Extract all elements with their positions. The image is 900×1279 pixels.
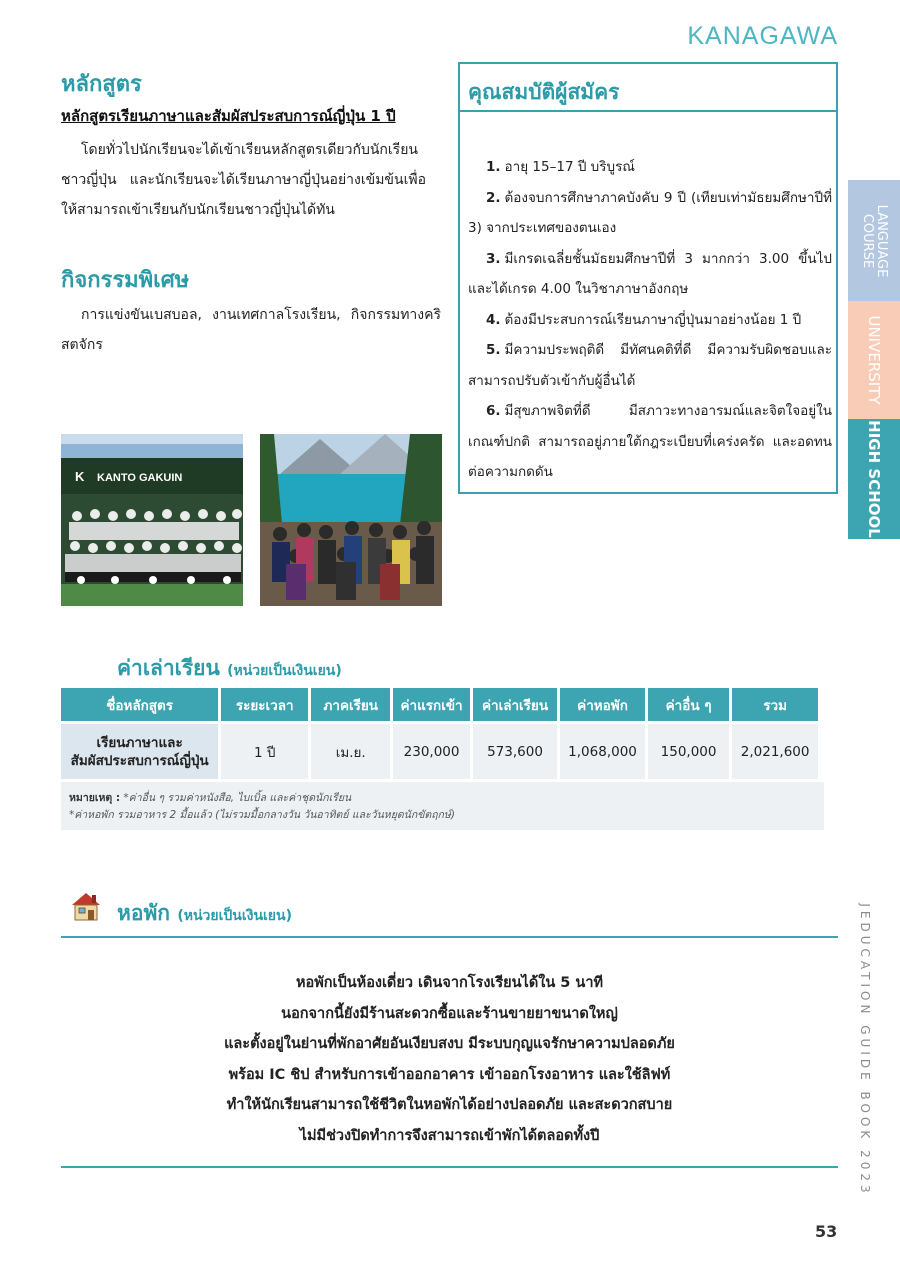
term-cell: เม.ย. <box>311 721 390 779</box>
entrance-fee-cell: 230,000 <box>393 721 470 779</box>
soccer-logo: K <box>75 469 85 484</box>
list-item: 1. อายุ 15–17 ปี บริบูรณ์ <box>486 159 635 175</box>
list-item: 2. ต้องจบการศึกษาภาคบังคับ 9 ปี (เทียบเท่ามัธยมศึกษาปีที่ 3) จากประเทศของตนเอง <box>468 189 832 236</box>
column-header: ค่าแรกเข้า <box>393 688 470 721</box>
tuition-heading: ค่าเล่าเรียน (หน่วยเป็นเงินเยน) <box>117 656 342 680</box>
column-header: ค่าเล่าเรียน <box>473 688 557 721</box>
page-number: 53 <box>815 1222 838 1241</box>
tab-university[interactable] <box>848 301 900 419</box>
table-header-row <box>61 688 818 721</box>
activities-heading: กิจกรรมพิเศษ <box>61 268 190 293</box>
curriculum-heading: หลักสูตร <box>61 72 142 97</box>
soccer-team-photo <box>61 434 243 606</box>
qualifications-list <box>468 152 832 488</box>
divider <box>61 936 838 938</box>
tuition-notes: หมายเหตุ : *ค่าอื่น ๆ รวมค่าหนังสือ, ไบเบิ้ล และค่าชุดนักเรียน *ค่าหอพัก รวมอาหาร 2 มื้อแล้ว (ไม่รวมมื้อกลางวัน วันอาทิตย์ และวันหยุดนักขัตฤกษ์) <box>61 782 824 830</box>
list-item: 5. มีความประพฤติดี มีทัศนคติที่ดี มีความรับผิดชอบและสามารถปรับตัวเข้ากับผู้อื่นได้ <box>468 342 832 389</box>
column-header: ชื่อหลักสูตร <box>61 688 218 721</box>
other-fee-cell: 150,000 <box>648 721 729 779</box>
dorm-fee-cell: 1,068,000 <box>560 721 645 779</box>
list-item: 3. มีเกรดเฉลี่ยชั้นมัธยมศึกษาปีที่ 3 มากกว่า 3.00 ขึ้นไป และได้เกรด 4.00 ในวิชาภาษาอังกฤษ <box>468 250 832 297</box>
column-header: รวม <box>732 688 818 721</box>
tab-high-school-label: HIGH SCHOOL <box>865 420 883 538</box>
column-header: ภาคเรียน <box>311 688 390 721</box>
tab-language-course[interactable] <box>848 180 900 301</box>
list-item: 6. มีสุขภาพจิตที่ดี มีสภาวะทางอารมณ์และจิตใจอยู่ในเกณฑ์ปกติ สามารถอยู่ภายใต้กฎระเบียบที่เคร่งครัด และอดทนต่อความกดดัน <box>468 403 832 480</box>
dorm-description: หอพักเป็นห้องเดี่ยว เดินจากโรงเรียนได้ใน 5 นาที นอกจากนี้ยังมีร้านสะดวกซื้อและร้านขายยาขนาดใหญ่ และตั้งอยู่ในย่านที่พักอาศัยอันเงียบสงบ มีระบบกุญแจรักษาความปลอดภัย พร้อม IC ชิป สำหรับการเข้าออกอาคาร เข้าออกโรงอาหาร และใช้ลิฟท์ ทำให้นักเรียนสามารถใช้ชีวิตในหอพักได้อย่างปลอดภัย และสะดวกสบาย ไม่มีช่วงปิดทำการจึงสามารถเข้าพักได้ตลอดทั้งปี <box>224 975 675 1144</box>
tuition-fee-cell: 573,600 <box>473 721 557 779</box>
dorm-heading: หอพัก (หน่วยเป็นเงินเยน) <box>117 901 292 925</box>
guidebook-vertical-title: JEDUCATION GUIDE BOOK 2023 <box>858 903 872 1197</box>
divider <box>61 1166 838 1168</box>
soccer-banner: KANTO GAKUIN <box>97 472 183 484</box>
duration-cell: 1 ปี <box>221 721 308 779</box>
column-header: ระยะเวลา <box>221 688 308 721</box>
qualifications-box <box>458 62 838 494</box>
lake-group-photo <box>260 434 442 606</box>
table-row <box>61 721 818 779</box>
tuition-table <box>58 688 821 779</box>
total-fee-cell: 2,021,600 <box>732 721 818 779</box>
curriculum-text: โดยทั่วไปนักเรียนจะได้เข้าเรียนหลักสูตรเดียวกับนักเรียนชาวญี่ปุ่น และนักเรียนจะได้เรียนภาษาญี่ปุ่นอย่างเข้มข้นเพื่อให้สามารถเข้าเรียนกับนักเรียนชาวญี่ปุ่นได้ทัน <box>61 142 426 218</box>
column-header: ค่าหอพัก <box>560 688 645 721</box>
qualifications-heading: คุณสมบัติผู้สมัคร <box>460 64 836 112</box>
list-item: 4. ต้องมีประสบการณ์เรียนภาษาญี่ปุ่นมาอย่างน้อย 1 ปี <box>486 311 802 328</box>
tab-language-course-label: LANGUAGE COURSE <box>860 204 889 277</box>
course-name-cell: เรียนภาษาและ สัมผัสประสบการณ์ญี่ปุ่น <box>61 721 218 779</box>
house-icon <box>70 890 102 922</box>
activities-text: การแข่งขันเบสบอล, งานเทศกาลโรงเรียน, กิจกรรมทางคริสตจักร <box>61 307 441 353</box>
tab-university-label: UNIVERSITY <box>865 315 883 405</box>
curriculum-subheading: หลักสูตรเรียนภาษาและสัมผัสประสบการณ์ญี่ปุ่น 1 ปี <box>61 107 396 125</box>
tab-high-school[interactable] <box>848 419 900 539</box>
column-header: ค่าอื่น ๆ <box>648 688 729 721</box>
region-title: KANAGAWA <box>687 22 838 50</box>
